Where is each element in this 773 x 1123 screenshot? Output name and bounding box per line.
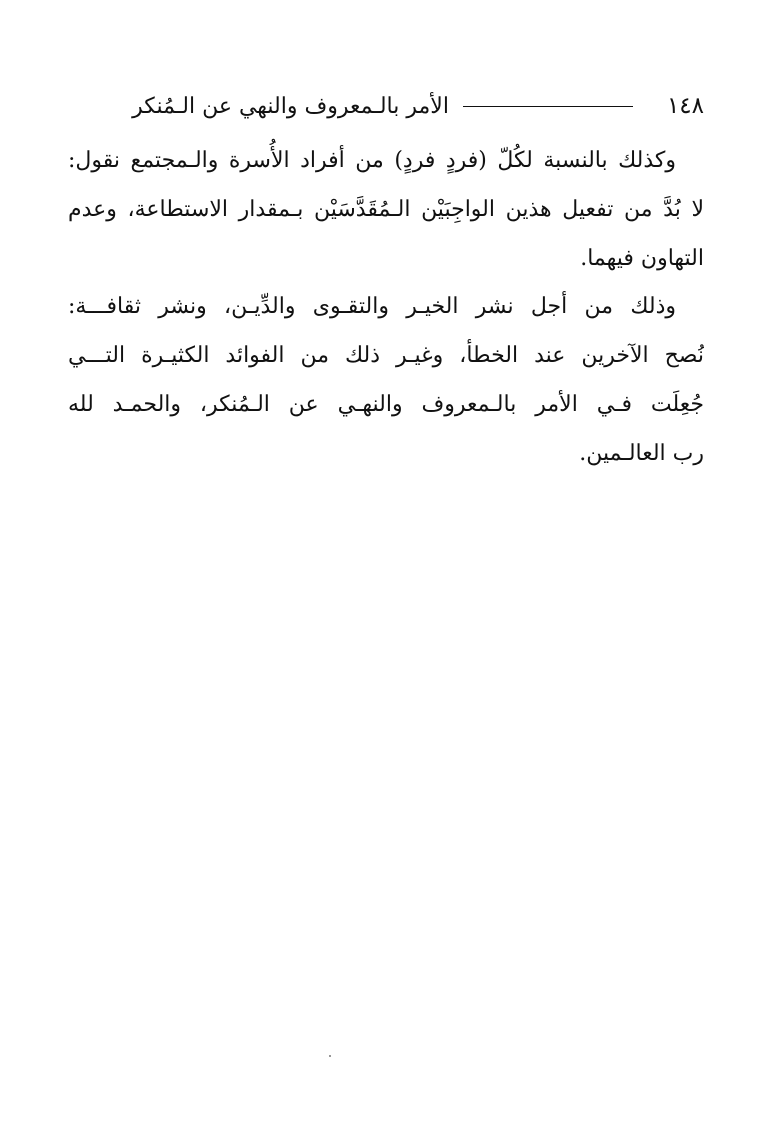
paragraph-line: وكذلك بالنسبة لكُلّ (فردٍ فردٍ) من أفراد الأُسرة والـمجتمع نقول: [68,148,676,173]
header-rule [463,106,633,107]
paragraph-line: رب العالـمين. [579,441,704,466]
scan-speck [329,1055,331,1057]
paragraph-line: نُصح الآخرين عند الخطأ، وغيـر ذلك من الفوائد الكثيـرة التـــي [68,343,704,368]
paragraph-1 [68,136,704,283]
running-header [68,88,704,124]
paragraph-line: لا بُدَّ من تفعيل هذين الواجِبَيْن الـمُقَدَّسَيْن بـمقدار الاستطاعة، وعدم [68,197,704,222]
page-number: ١٤٨ [666,93,704,119]
paragraph-line: التهاون فيهما. [580,246,704,271]
paragraph-line: جُعِلَت فـي الأمر بالـمعروف والنهـي عن الـمُنكر، والحمـد لله [68,392,704,417]
paragraph-line: وذلك من أجل نشر الخيـر والتقـوى والدِّيـن، ونشر ثقافـــة: [68,294,676,319]
running-header-title: الأمر بالـمعروف والنهي عن الـمُنكر [132,93,449,119]
paragraph-2 [68,282,704,478]
